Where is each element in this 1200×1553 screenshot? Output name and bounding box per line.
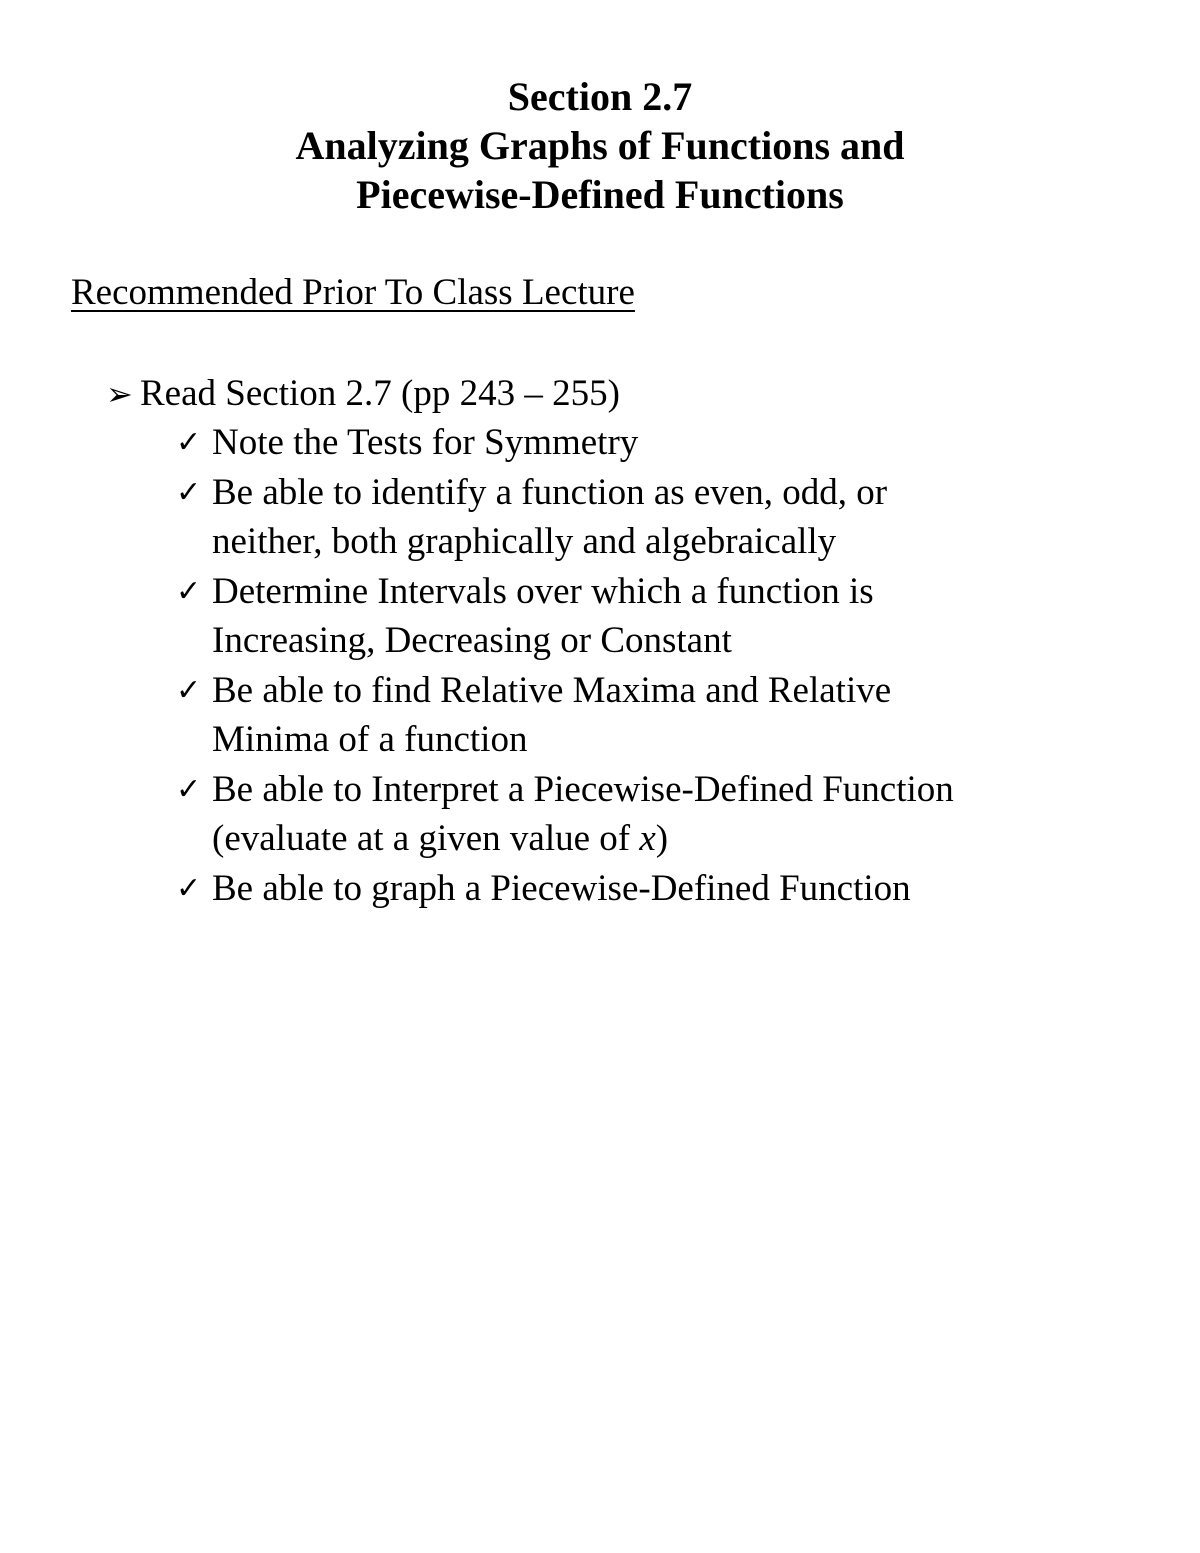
section-subheading: Recommended Prior To Class Lecture — [71, 272, 635, 313]
list-item-text: Determine Intervals over which a function is — [212, 570, 874, 612]
list-item-text-wrap — [212, 814, 954, 864]
list-item — [176, 864, 1176, 914]
math-variable: x — [639, 818, 656, 859]
checkmark-icon: ✓ — [176, 870, 202, 906]
list-item-text: Be able to Interpret a Piecewise-Defined Function — [212, 768, 954, 810]
list-item-text: Be able to graph a Piecewise-Defined Function — [212, 867, 911, 909]
list-item — [176, 418, 1176, 468]
checkmark-icon: ✓ — [176, 672, 202, 708]
checkmark-icon: ✓ — [176, 474, 202, 510]
list-item-text: neither, both graphically and algebraically — [212, 521, 837, 562]
list-item-text: Be able to find Relative Maxima and Relative — [212, 669, 892, 711]
list-item-text: Note the Tests for Symmetry — [212, 422, 639, 463]
list-item-text-suffix: ) — [655, 818, 669, 859]
list-item-text: Increasing, Decreasing or Constant — [212, 620, 732, 661]
title-line-1: Section 2.7 — [507, 74, 693, 119]
reading-assignment-bullet — [106, 369, 620, 419]
arrow-bullet-icon: ➢ — [106, 375, 133, 413]
objectives-list — [176, 418, 1176, 913]
list-item — [176, 765, 1176, 864]
title-line-2: Analyzing Graphs of Functions and — [295, 123, 905, 168]
list-item — [176, 468, 1176, 567]
checkmark-icon: ✓ — [176, 771, 202, 807]
checkmark-icon: ✓ — [176, 573, 202, 609]
list-item-text: (evaluate at a given value of — [212, 818, 640, 859]
checkmark-icon: ✓ — [176, 425, 202, 460]
list-item-text: Minima of a function — [212, 719, 528, 760]
list-item-text: Be able to identify a function as even, odd, or — [212, 471, 888, 513]
title-line-3: Piecewise-Defined Functions — [356, 172, 844, 217]
page-title — [0, 72, 1200, 219]
list-item — [176, 567, 1176, 666]
reading-assignment-text: Read Section 2.7 (pp 243 – 255) — [140, 373, 620, 414]
list-item — [176, 666, 1176, 765]
